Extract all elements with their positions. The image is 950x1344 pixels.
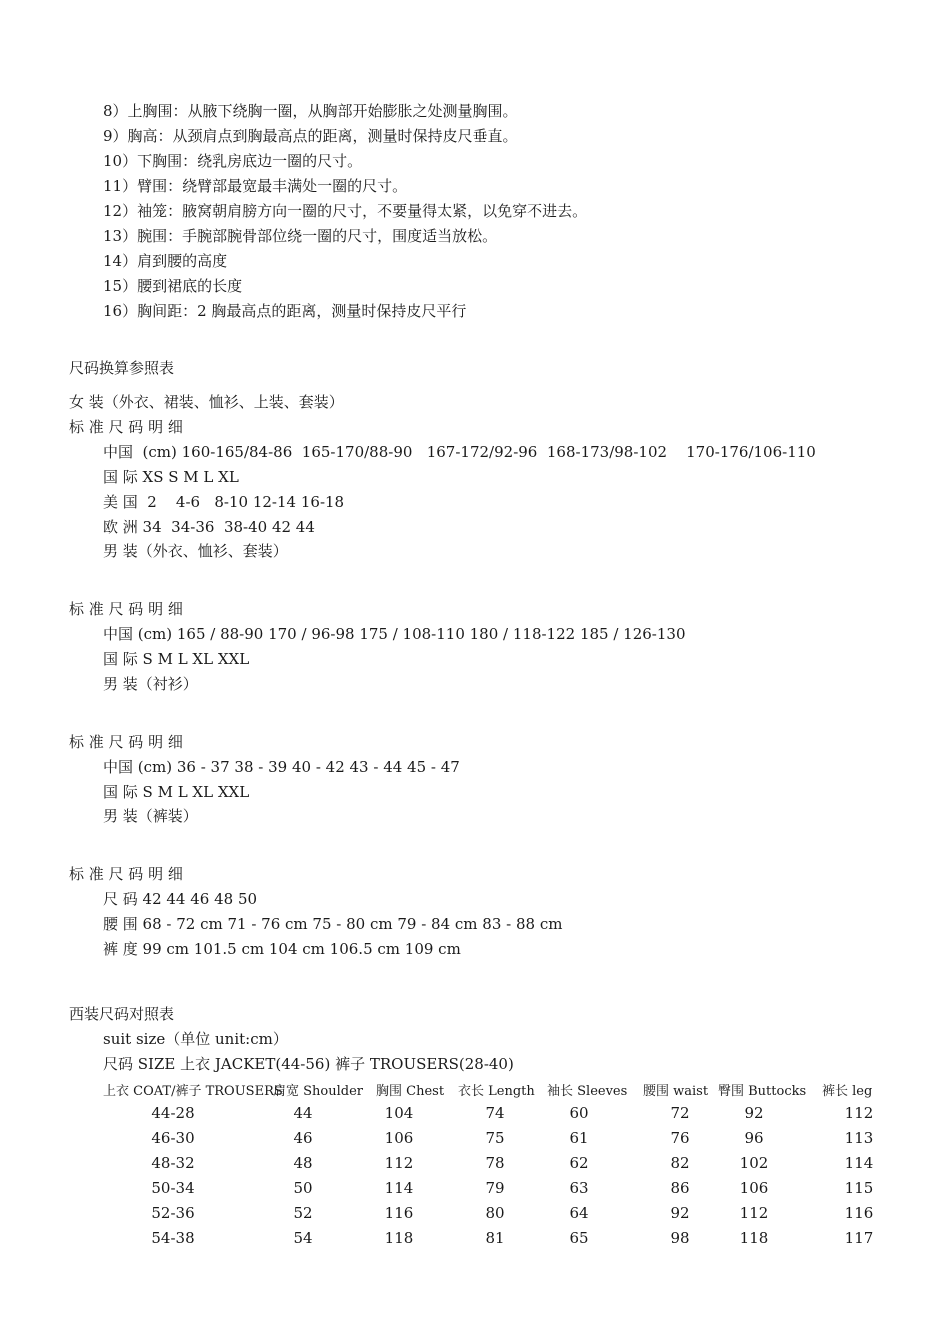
men-outer-category: 男 装（外衣、恤衫、套装） [103, 542, 288, 560]
men-shirt-detail-heading: 标 准 尺 码 明 细 [69, 733, 183, 751]
cell-chest: 112 [384, 1154, 414, 1172]
women-detail-heading: 标 准 尺 码 明 细 [69, 418, 183, 436]
men-shirt-intl-sizes: 国 际 S M L XL XXL [103, 783, 250, 801]
cell-length: 75 [485, 1129, 505, 1147]
women-china-sizes: 中国 (cm) 160-165/84-86 165-170/88-90 167-172/92-96 168-173/98-102 170-176/106-110 [103, 443, 816, 461]
cell-buttocks: 96 [744, 1129, 764, 1147]
cell-length: 74 [485, 1104, 505, 1122]
men-pants-waist: 腰 围 68 - 72 cm 71 - 76 cm 75 - 80 cm 79 - 84 cm 83 - 88 cm [103, 915, 563, 933]
cell-chest: 106 [384, 1129, 414, 1147]
header-coat-trousers: 上衣 COAT/裤子 TROUSERS [103, 1084, 283, 1099]
cell-leg: 117 [844, 1229, 874, 1247]
cell-waist: 98 [670, 1229, 690, 1247]
measurement-item: 14）肩到腰的高度 [103, 252, 228, 270]
header-length: 衣长 Length [458, 1084, 535, 1099]
cell-chest: 118 [384, 1229, 414, 1247]
cell-coat-trousers: 48-32 [151, 1154, 195, 1172]
header-leg: 裤长 leg [822, 1084, 873, 1099]
table-row [0, 1129, 950, 1149]
cell-coat-trousers: 54-38 [151, 1229, 195, 1247]
measurement-item: 15）腰到裙底的长度 [103, 277, 243, 295]
size-chart-title: 尺码换算参照表 [69, 359, 175, 377]
cell-buttocks: 102 [739, 1154, 769, 1172]
men-pants-detail-heading: 标 准 尺 码 明 细 [69, 865, 183, 883]
cell-shoulder: 52 [293, 1204, 313, 1222]
table-row [0, 1204, 950, 1224]
cell-length: 80 [485, 1204, 505, 1222]
table-row [0, 1104, 950, 1124]
cell-waist: 76 [670, 1129, 690, 1147]
suit-size-line: 尺码 SIZE 上衣 JACKET(44-56) 裤子 TROUSERS(28-40) [103, 1055, 514, 1073]
cell-waist: 72 [670, 1104, 690, 1122]
men-outer-detail-heading: 标 准 尺 码 明 细 [69, 600, 183, 618]
cell-coat-trousers: 50-34 [151, 1179, 195, 1197]
suit-unit-line: suit size（单位 unit:cm） [103, 1030, 288, 1048]
cell-sleeves: 61 [569, 1129, 589, 1147]
men-shirt-category: 男 装（衬衫） [103, 675, 198, 693]
cell-leg: 112 [844, 1104, 874, 1122]
women-intl-sizes: 国 际 XS S M L XL [103, 468, 239, 486]
cell-shoulder: 50 [293, 1179, 313, 1197]
cell-shoulder: 44 [293, 1104, 313, 1122]
cell-shoulder: 46 [293, 1129, 313, 1147]
header-waist: 腰围 waist [643, 1084, 709, 1099]
cell-buttocks: 118 [739, 1229, 769, 1247]
cell-waist: 82 [670, 1154, 690, 1172]
measurement-item: 10）下胸围：绕乳房底边一圈的尺寸。 [103, 152, 363, 170]
measurement-item: 16）胸间距：2 胸最高点的距离，测量时保持皮尺平行 [103, 302, 467, 320]
header-buttocks: 臀围 Buttocks [718, 1084, 807, 1099]
cell-length: 81 [485, 1229, 505, 1247]
measurement-item: 8）上胸围：从腋下绕胸一圈，从胸部开始膨胀之处测量胸围。 [103, 102, 518, 120]
cell-leg: 114 [844, 1154, 874, 1172]
cell-coat-trousers: 52-36 [151, 1204, 195, 1222]
cell-leg: 113 [844, 1129, 874, 1147]
men-outer-china-sizes: 中国 (cm) 165 / 88-90 170 / 96-98 175 / 108-110 180 / 118-122 185 / 126-130 [103, 625, 686, 643]
men-shirt-china-sizes: 中国 (cm) 36 - 37 38 - 39 40 - 42 43 - 44 45 - 47 [103, 758, 460, 776]
cell-buttocks: 106 [739, 1179, 769, 1197]
men-pants-size: 尺 码 42 44 46 48 50 [103, 890, 258, 908]
men-pants-length: 裤 度 99 cm 101.5 cm 104 cm 106.5 cm 109 cm [103, 940, 461, 958]
cell-chest: 114 [384, 1179, 414, 1197]
header-shoulder: 肩宽 Shoulder [273, 1084, 363, 1099]
measurement-item: 9）胸高：从颈肩点到胸最高点的距离，测量时保持皮尺垂直。 [103, 127, 518, 145]
measurement-item: 12）袖笼：腋窝朝肩膀方向一圈的尺寸，不要量得太紧，以免穿不进去。 [103, 202, 588, 220]
table-row [0, 1229, 950, 1249]
cell-length: 79 [485, 1179, 505, 1197]
cell-sleeves: 65 [569, 1229, 589, 1247]
table-row [0, 1154, 950, 1174]
cell-shoulder: 48 [293, 1154, 313, 1172]
suit-title: 西装尺码对照表 [69, 1005, 175, 1023]
cell-sleeves: 60 [569, 1104, 589, 1122]
women-category: 女 装（外衣、裙装、恤衫、上装、套装） [69, 393, 344, 411]
cell-chest: 116 [384, 1204, 414, 1222]
cell-waist: 92 [670, 1204, 690, 1222]
header-chest: 胸围 Chest [376, 1084, 445, 1099]
table-row [0, 1179, 950, 1199]
women-europe-sizes: 欧 洲 34 34-36 38-40 42 44 [103, 518, 315, 536]
cell-sleeves: 64 [569, 1204, 589, 1222]
cell-length: 78 [485, 1154, 505, 1172]
cell-sleeves: 63 [569, 1179, 589, 1197]
cell-leg: 115 [844, 1179, 874, 1197]
cell-coat-trousers: 46-30 [151, 1129, 195, 1147]
cell-chest: 104 [384, 1104, 414, 1122]
header-sleeves: 袖长 Sleeves [547, 1084, 628, 1099]
cell-leg: 116 [844, 1204, 874, 1222]
cell-sleeves: 62 [569, 1154, 589, 1172]
measurement-item: 13）腕围：手腕部腕骨部位绕一圈的尺寸，围度适当放松。 [103, 227, 498, 245]
cell-buttocks: 92 [744, 1104, 764, 1122]
cell-shoulder: 54 [293, 1229, 313, 1247]
men-pants-category: 男 装（裤装） [103, 807, 198, 825]
cell-coat-trousers: 44-28 [151, 1104, 195, 1122]
cell-waist: 86 [670, 1179, 690, 1197]
women-usa-sizes: 美 国 2 4-6 8-10 12-14 16-18 [103, 493, 345, 511]
men-outer-intl-sizes: 国 际 S M L XL XXL [103, 650, 250, 668]
measurement-item: 11）臂围：绕臂部最宽最丰满处一圈的尺寸。 [103, 177, 408, 195]
cell-buttocks: 112 [739, 1204, 769, 1222]
